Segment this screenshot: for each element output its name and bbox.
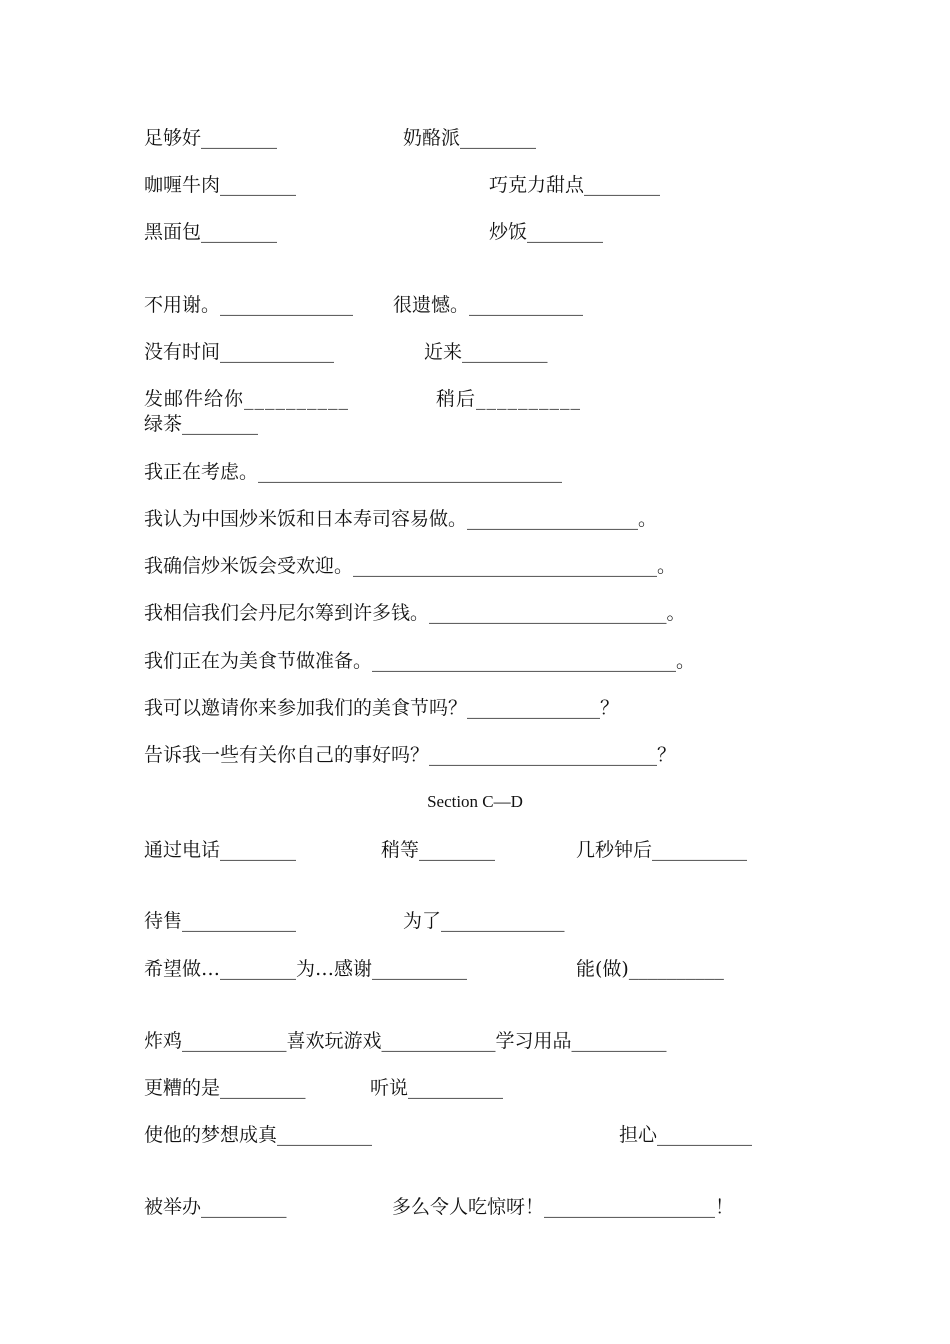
phrase-wait-a-moment: 稍等________ xyxy=(381,839,496,861)
sentence-6: 我可以邀请你来参加我们的美食节吗？______________？ xyxy=(144,697,620,719)
phrase-good-enough: 足够好________ xyxy=(144,127,278,149)
sentence-1: 我正在考虑。________________________________ xyxy=(144,461,563,483)
phrase-dream-come-true: 使他的梦想成真__________ xyxy=(144,1124,373,1146)
sentence-7: 告诉我一些有关你自己的事好吗？________________________？ xyxy=(144,744,677,766)
phrase-chocolate-dessert: 巧克力甜点________ xyxy=(489,174,661,196)
phrase-brown-bread: 黑面包________ xyxy=(144,221,278,243)
sentence-4: 我相信我们会丹尼尔筹到许多钱。_________________________。 xyxy=(144,602,686,624)
phrase-recently: 近来_________ xyxy=(424,341,548,363)
sentence-3: 我确信炒米饭会受欢迎。________________________________。 xyxy=(144,555,677,577)
sentence-5: 我们正在为美食节做准备。________________________________。 xyxy=(144,650,696,672)
phrase-be-able-to: 能(做)__________ xyxy=(576,958,724,980)
section-heading: Section C—D xyxy=(427,792,523,811)
phrase-for-sale: 待售____________ xyxy=(144,910,297,932)
phrase-by-phone: 通过电话________ xyxy=(144,839,297,861)
phrase-what-is-worse: 更糟的是_________ xyxy=(144,1077,306,1099)
phrase-later: 稍后__________ xyxy=(436,388,582,410)
phrase-how-surprising: 多么令人吃惊呀！__________________！ xyxy=(392,1196,735,1218)
phrase-worry-about: 担心__________ xyxy=(619,1124,753,1146)
phrase-no-time: 没有时间____________ xyxy=(144,341,335,363)
sentence-2: 我认为中国炒米饭和日本寿司容易做。__________________。 xyxy=(144,508,658,530)
phrase-seconds-later: 几秒钟后__________ xyxy=(576,839,748,861)
phrase-hope-to-thanks-for: 希望做…________为…感谢__________ xyxy=(144,958,468,980)
phrase-you-are-welcome: 不用谢。______________ xyxy=(144,294,354,316)
phrase-be-held: 被举办_________ xyxy=(144,1196,287,1218)
phrase-cheese-pie: 奶酪派________ xyxy=(403,127,537,149)
phrase-hear-of: 听说__________ xyxy=(370,1077,504,1099)
phrase-fried-rice: 炒饭________ xyxy=(489,221,604,243)
phrase-curry-beef: 咖喱牛肉________ xyxy=(144,174,297,196)
phrase-green-tea: 绿茶________ xyxy=(144,413,259,435)
phrase-what-a-pity: 很遗憾。____________ xyxy=(393,294,584,316)
phrase-email-you: 发邮件给你__________ xyxy=(144,388,350,410)
phrase-row-fried-chicken: 炸鸡___________喜欢玩游戏____________学习用品__________ xyxy=(144,1030,667,1052)
phrase-in-order-to: 为了_____________ xyxy=(403,910,565,932)
